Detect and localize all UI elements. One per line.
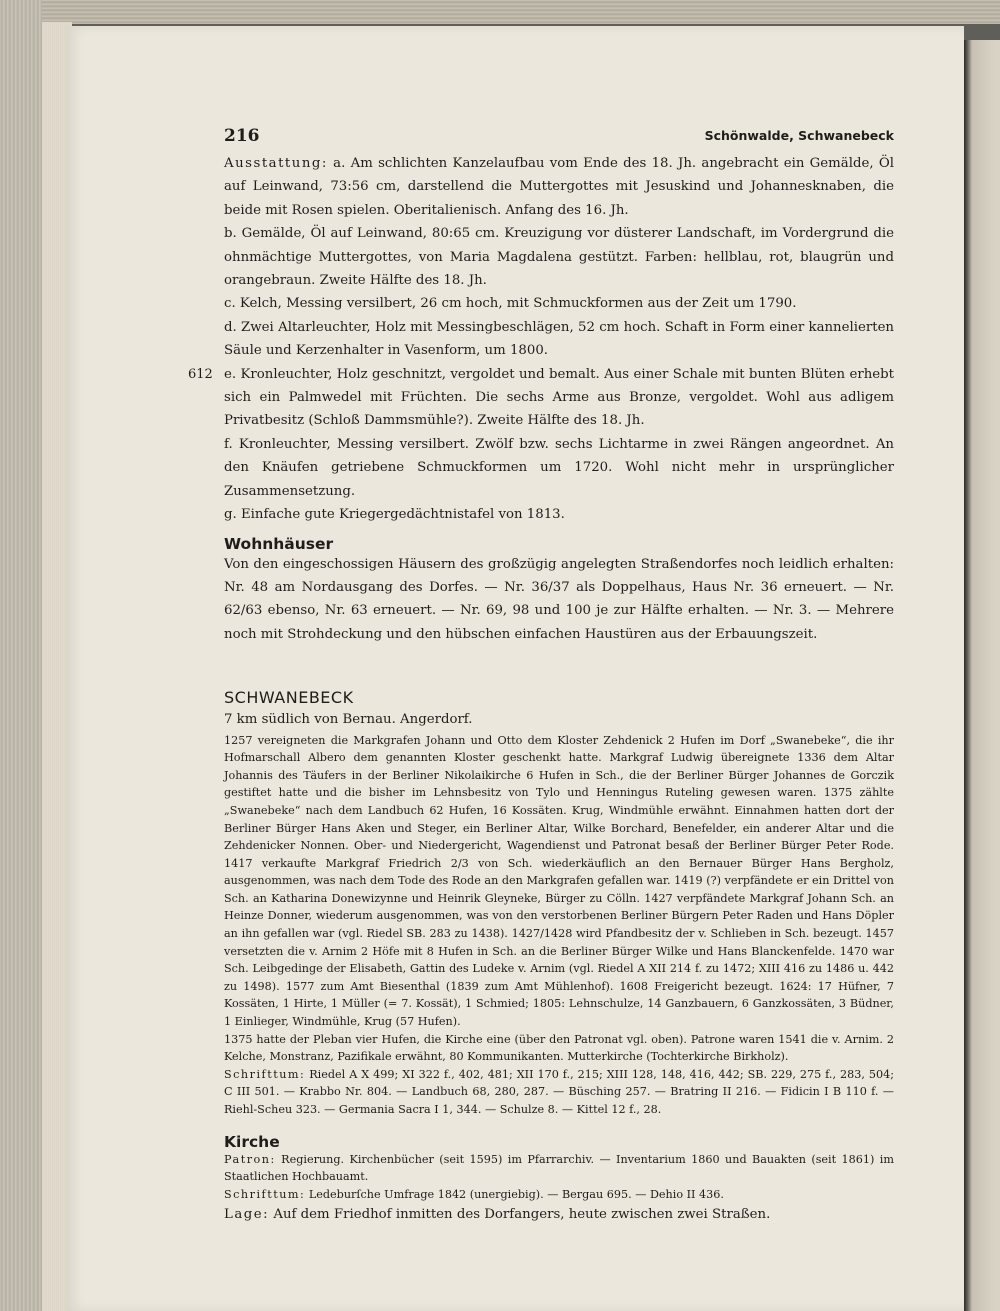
- schwanebeck-heading: SCHWANEBECK: [224, 688, 354, 708]
- running-head: [156, 126, 894, 148]
- kirche-patron: Patron: Regierung. Kirchenbücher (seit 1595) im Pfarrarchiv. — Inventarium 1860 und Bauakten (seit 1861) im Staatlichen Hochbauamt.: [224, 1152, 894, 1184]
- schwanebeck-history: 1257 vereigneten die Markgrafen Johann und Otto dem Kloster Zehdenick 2 Hufen im Dorf „Swanebeke“, die ihr Hofmarschall Albero dem genannten Kloster geschenkt hatte. Markgraf Ludwig übereignete 1336 dem Altar Johannis des Täufers in der Berliner Nikolaikirche 6 Hufen in Sch., die der Berliner Bürger Johannes de Gorczik gestiftet hatte und die bisher im Lehnsbesitz von Tylo und Henningus Ruteling gewesen waren. 1375 zählte „Swanebeke“ nach dem Landbuch 62 Hufen, 16 Kossäten. Krug, Windmühle erwähnt. Einnahmen hatten dort der Berliner Bürger Hans Aken und Steger, ein Berliner Altar, Wilke Borchard, Benefelder, ein anderer Altar und die Zehdenicker Nonnen. Ober- und Niedergericht, Wagendienst und Patronat besaß der Berliner Bürger Peter Rode. 1417 verkaufte Markgraf Friedrich 2/3 von Sch. wiederkäuflich an den Bernauer Bürger Hans Bergholz, ausgenommen, was nach dem Tode des Rode an den Markgrafen gefallen war. 1419 (?) verpfändete er ein Drittel von Sch. an Katharina Donewizynne und Heinrik Gleyneke, Bürger zu Cölln. 1427 verpfändete Markgraf Johann Sch. an Heinze Donner, wiederum ausgenommen, was von den verstorbenen Berliner Bürgern Peter Raden und Hans Döpler an ihn gefallen war (vgl. Riedel SB. 283 zu 1438). 1427/1428 wird Pfandbesitz der v. Schlieben in Sch. bezeugt. 1457 versetzten die v. Arnim 2 Höfe mit 8 Hufen in Sch. an die Berliner Bürger Wilke und Hans Blanckenfelde. 1470 war Sch. Leibgedinge der Elisabeth, Gattin des Ludeke v. Arnim (vgl. Riedel A XII 214 f. zu 1472; XIII 416 zu 1486 u. 442 zu 1498). 1577 zum Amt Biesenthal (1839 zum Amt Mühlenhof). 1608 Freigericht bezeugt. 1624: 17 Hüfner, 7 Kossäten, 1 Hirte, 1 Müller (= 7. Kossät), 1 Schmied; 1805: Lehnschulze, 14 Ganzbauern, 6 Ganzkossäten, 3 Büdner, 1 Einlieger, Windmühle, Krug (57 Hufen).: [224, 733, 894, 1029]
- wohnhaeuser-heading: Wohnhäuser: [224, 534, 334, 553]
- ausstattung-section: [188, 152, 894, 1227]
- ausstattung-item-b: b. Gemälde, Öl auf Leinwand, 80:65 cm. Kreuzigung vor düsterer Landschaft, im Vordergrund die ohnmächtige Muttergottes, von Maria Magdalena gestützt. Farben: hellblau, rot, blaugrün und orangebraun. Zweite Hälfte des 18. Jh.: [224, 226, 894, 289]
- kirche-lage: Lage: Auf dem Friedhof inmitten des Dorfangers, heute zwischen zwei Straßen.: [224, 1207, 771, 1223]
- book-cover-top: [0, 0, 1000, 24]
- ausstattung-item-e: 612 e. Kronleuchter, Holz geschnitzt, vergoldet und bemalt. Aus einer Schale mit bunten Blüten erhebt sich ein Palmwedel mit Früchten. Die sechs Arme aus Bronze, vergoldet. Wohl aus adligem Privatbesitz (Schloß Dammsmühle?). Zweite Hälfte des 18. Jh.: [224, 363, 894, 433]
- page-number: 216: [224, 126, 260, 146]
- ausstattung-item-g: g. Einfache gute Kriegergedächtnistafel von 1813.: [224, 507, 565, 523]
- page-text: [156, 126, 894, 1227]
- ausstattung-label: Ausstattung:: [224, 156, 328, 171]
- schwanebeck-schrifttum: Schrifttum: Riedel A X 499; XI 322 f., 402, 481; XII 170 f., 215; XIII 128, 148, 416, 442; SB. 229, 275 f., 283, 504; C III 501. — Krabbo Nr. 804. — Landbuch 68, 280, 287. — Büsching 257. — Bratring II 216. — Fidicin I B 110 f. — Riehl-Scheu 323. — Germania Sacra I 1, 344. — Schulze 8. — Kittel 12 f., 28.: [224, 1067, 894, 1116]
- kirche-schrifttum: Schrifttum: Ledeburſche Umfrage 1842 (unergiebig). — Bergau 695. — Dehio II 436.: [224, 1187, 724, 1201]
- wohnhaeuser-text: Von den eingeschossigen Häusern des großzügig angelegten Straßendorfes noch leidlich erhalten: Nr. 48 am Nordausgang des Dorfes. — Nr. 36/37 als Doppelhaus, Haus Nr. 36 erneuert. — Nr. 62/63 ebenso, Nr. 63 erneuert. — Nr. 69, 98 und 100 je zur Hälfte erhalten. — Nr. 3. — Mehrere noch mit Strohdeckung und den hübschen einfachen Haustüren aus der Erbauungszeit.: [224, 556, 894, 642]
- ausstattung-item-f: f. Kronleuchter, Messing versilbert. Zwölf bzw. sechs Lichtarme in zwei Rängen angeordnet. An den Knäufen getriebene Schmuckformen um 1720. Wohl nicht mehr in ursprünglicher Zusammensetzung.: [224, 436, 894, 499]
- margin-number: 612: [188, 366, 213, 382]
- kirche-heading: Kirche: [224, 1132, 280, 1151]
- ausstattung-item-d: d. Zwei Altarleuchter, Holz mit Messingbeschlägen, 52 cm hoch. Schaft in Form einer kannelierten Säule und Kerzenhalter in Vasenform, um 1800.: [224, 319, 894, 359]
- schwanebeck-church-history: 1375 hatte der Pleban vier Hufen, die Kirche eine (über den Patronat vgl. oben). Patrone waren 1541 die v. Arnim. 2 Kelche, Monstranz, Pazifikale erwähnt, 80 Kommunikanten. Mutterkirche (Tochterkirche Birkholz).: [224, 1032, 894, 1064]
- running-head-title: Schönwalde, Schwanebeck: [704, 128, 894, 143]
- ausstattung-item-a: Ausstattung: a. Am schlichten Kanzelaufbau vom Ende des 18. Jh. angebracht ein Gemälde, Öl auf Leinwand, 73:56 cm, darstellend die Muttergottes mit Jesuskind und Johannesknaben, die beide mit Rosen spielen. Oberitalienisch. Anfang des 16. Jh.: [224, 156, 894, 218]
- facing-page-edge: [964, 40, 1000, 1311]
- book-cover-spine: [0, 0, 42, 1311]
- ausstattung-item-c: c. Kelch, Messing versilbert, 26 cm hoch, mit Schmuckformen aus der Zeit um 1790.: [224, 296, 797, 312]
- schwanebeck-subtitle: 7 km südlich von Bernau. Angerdorf.: [224, 712, 473, 728]
